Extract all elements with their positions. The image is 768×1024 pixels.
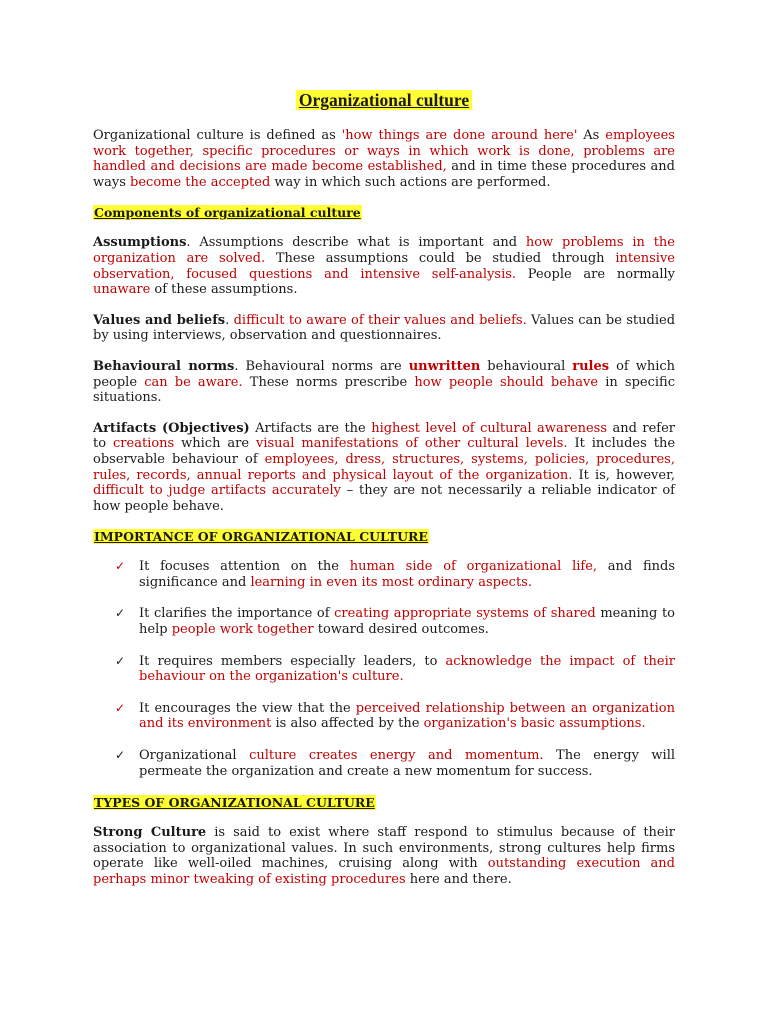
values-text-2: Values can be studied by using interviews, observation and questionnaires.: [93, 312, 676, 344]
item-text-2: meaning to help: [139, 606, 676, 638]
assumptions-red-3: unaware: [93, 282, 151, 298]
item-text-3: toward desired outcomes.: [313, 622, 489, 638]
title-wrap: [93, 90, 675, 110]
types-heading-wrap: [93, 795, 675, 811]
item-red-1: human side of organizational life,: [349, 559, 598, 575]
item-red-2: organization's basic assumptions.: [423, 716, 646, 732]
assumptions-text-1: . Assumptions describe what is important and: [186, 235, 526, 251]
norms-text-5: in specific situations.: [93, 374, 676, 406]
assumptions-text-4: of these assumptions.: [150, 282, 298, 298]
checkmark-icon: ✓: [115, 606, 126, 621]
list-item: [115, 748, 676, 779]
components-heading: Components of organizational culture: [94, 205, 361, 221]
item-text-1: Organizational: [139, 748, 250, 764]
artifacts-term: Artifacts (Objectives): [93, 420, 250, 436]
artifacts-text-1: Artifacts are the: [249, 420, 372, 436]
components-heading-wrap: [93, 205, 675, 221]
artifacts-red-3: visual manifestations of other cultural levels.: [256, 436, 568, 452]
assumptions-text-2: These assumptions could be studied through: [265, 250, 616, 266]
norms-paragraph: [93, 359, 675, 406]
intro-text-3: and in time these procedures and ways: [93, 159, 675, 190]
strong-text-1: is said to exist where staff respond to stimulus because of their association to organizational values. In such environments, strong cultures help firms operate like well-oiled machines, cruising along with: [93, 825, 675, 872]
norms-text-1: . Behavioural norms are: [234, 358, 409, 374]
artifacts-red-4: employees, dress, structures, systems, policies, procedures, rules, records, annual reports and physical layout of the organization.: [93, 451, 675, 483]
assumptions-text-3: People are normally: [516, 266, 676, 282]
artifacts-red-5: difficult to judge artifacts accurately: [93, 483, 341, 499]
checkmark-icon: ✓: [115, 653, 126, 668]
norms-red-1: unwritten: [408, 358, 481, 374]
strong-red-1: outstanding execution and perhaps minor tweaking of existing procedures: [93, 856, 676, 887]
document-page: [93, 90, 675, 903]
artifacts-text-3: which are: [174, 436, 256, 452]
item-text-2: and finds significance and: [139, 559, 675, 590]
artifacts-text-5: It is, however,: [572, 467, 675, 483]
list-item: [115, 653, 675, 685]
list-item: [115, 700, 675, 732]
artifacts-red-1: highest level of cultural awareness: [371, 420, 608, 436]
artifacts-text-2: and refer to: [93, 420, 676, 452]
list-item: [115, 559, 675, 590]
item-text-1: It requires members especially leaders, to: [139, 653, 446, 669]
intro-text-4: way in which such actions are performed.: [270, 174, 551, 190]
intro-red-2: employees work together, specific procedures or ways in which work is done, problems are handled and decisions are made become established,: [93, 128, 675, 175]
norms-text-4: These norms prescribe: [242, 374, 415, 390]
item-text-2: is also affected by the: [271, 716, 424, 732]
checkmark-icon: ✓: [115, 748, 126, 763]
artifacts-text-6: – they are not necessarily a reliable indicator of how people behave.: [93, 483, 675, 514]
intro-red-1: 'how things are done around here': [341, 128, 578, 143]
types-heading: TYPES OF ORGANIZATIONAL CULTURE: [94, 795, 375, 811]
strong-text-2: here and there.: [405, 872, 512, 887]
norms-red-2: rules: [572, 358, 610, 374]
values-paragraph: [93, 313, 675, 344]
values-term: Values and beliefs: [93, 312, 226, 328]
assumptions-red-2: intensive observation, focused questions and intensive self-analysis.: [93, 250, 675, 282]
assumptions-term: Assumptions: [93, 235, 187, 251]
importance-heading-wrap: [93, 529, 675, 545]
item-red-1: creating appropriate systems of shared: [334, 606, 596, 622]
importance-list: [93, 559, 675, 779]
norms-term: Behavioural norms: [93, 358, 235, 374]
norms-text-3: of which people: [93, 358, 675, 390]
item-text-2: The energy will permeate the organization and create a new momentum for success.: [139, 748, 676, 779]
strong-culture-term: Strong Culture: [93, 825, 207, 841]
intro-paragraph: [93, 128, 675, 190]
item-red-2: learning in even its most ordinary aspects.: [250, 574, 532, 590]
checkmark-icon: ✓: [115, 700, 126, 715]
item-text-1: It clarifies the importance of: [139, 606, 335, 622]
page-title: Organizational culture: [296, 90, 472, 110]
intro-text-1: Organizational culture is defined as: [93, 128, 342, 143]
item-red-1: acknowledge the impact of their behaviour on the organization's culture.: [139, 653, 675, 685]
norms-red-3: can be aware.: [144, 374, 243, 390]
artifacts-red-2: creations: [113, 436, 175, 452]
item-text-1: It encourages the view that the: [139, 700, 356, 716]
intro-red-3: become the accepted: [130, 174, 271, 190]
norms-text-2: behavioural: [480, 358, 573, 374]
norms-red-4: how people should behave: [414, 374, 599, 390]
values-text-1: .: [225, 312, 234, 328]
list-item: [115, 606, 676, 638]
values-red-1: difficult to aware of their values and beliefs.: [233, 312, 527, 328]
item-red-1: culture creates energy and momentum.: [249, 748, 544, 764]
importance-heading: IMPORTANCE OF ORGANIZATIONAL CULTURE: [94, 529, 428, 545]
strong-culture-paragraph: [93, 825, 675, 887]
artifacts-text-4: It includes the observable behaviour of: [93, 436, 676, 467]
intro-text-2: As: [577, 128, 606, 143]
item-red-1: perceived relationship between an organization and its environment: [139, 700, 675, 732]
item-text-1: It focuses attention on the: [139, 559, 350, 575]
assumptions-red-1: how problems in the organization are solved.: [93, 235, 675, 266]
artifacts-paragraph: [93, 421, 675, 515]
checkmark-icon: ✓: [115, 559, 126, 574]
item-red-2: people work together: [171, 622, 314, 638]
assumptions-paragraph: [93, 235, 675, 297]
